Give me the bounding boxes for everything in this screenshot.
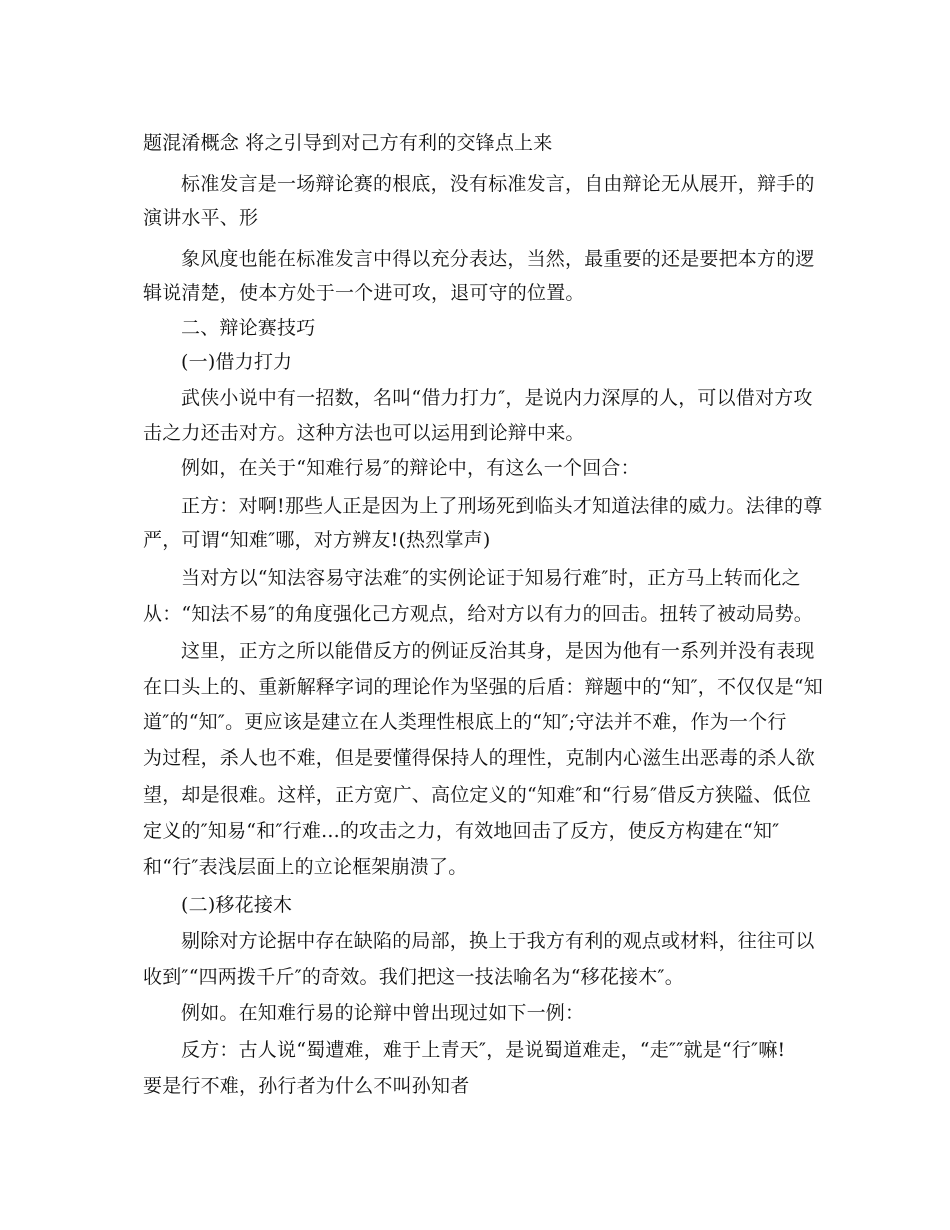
text-line: 标准发言是一场辩论赛的根底，没有标准发言，自由辩论无从展开，辩手的 (181, 173, 815, 195)
text-line: 从：“知法不易″的角度强化己方观点，给对方以有力的回击。扭转了被动局势。 (143, 603, 814, 625)
text-line: 演讲水平、形 (143, 207, 259, 229)
text-line: 定义的″知易“和″行难...的攻击之力，有效地回击了反方，使反方构建在“知″ (143, 820, 780, 842)
subsection-heading: (二)移花接木 (181, 894, 293, 916)
text-line: 例如。在知难行易的论辩中曾出现过如下一例： (181, 1002, 585, 1024)
text-line: 为过程，杀人也不难，但是要懂得保持人的理性，克制内心滋生出恶毒的杀人欲 (143, 747, 816, 769)
text-line: 击之力还击对方。这种方法也可以运用到论辩中来。 (143, 422, 585, 444)
text-line: 例如，在关于“知难行易″的辩论中，有这么一个回合： (181, 457, 640, 479)
text-line: 正方：对啊!那些人正是因为上了刑场死到临头才知道法律的威力。法律的尊 (181, 495, 823, 517)
text-line: 剔除对方论据中存在缺陷的局部，换上于我方有利的观点或材料，往往可以 (181, 930, 815, 952)
text-line: 和“行″表浅层面上的立论框架崩溃了。 (143, 856, 468, 878)
subsection-heading: (一)借力打力 (181, 351, 293, 373)
text-line: 道″的“知″。更应该是建立在人类理性根底上的“知″;守法并不难，作为一个行 (143, 711, 787, 733)
section-heading: 二、辩论赛技巧 (181, 317, 316, 339)
text-line: 严，可谓“知难″哪，对方辨友!(热烈掌声) (143, 529, 491, 551)
text-line: 要是行不难，孙行者为什么不叫孙知者 (143, 1075, 470, 1097)
text-line: 这里，正方之所以能借反方的例证反治其身，是因为他有一系列并没有表现 (181, 640, 815, 662)
text-line: 武侠小说中有一招数，名叫“借力打力″，是说内力深厚的人，可以借对方攻 (181, 387, 813, 409)
text-line: 在口头上的、重新解释字词的理论作为坚强的后盾：辩题中的“知″，不仅仅是“知 (143, 676, 823, 698)
text-line: 收到″“四两拨千斤″的奇效。我们把这一技法喻名为“移花接木″。 (143, 966, 684, 988)
text-line: 辑说清楚，使本方处于一个进可攻，退可守的位置。 (143, 282, 585, 304)
text-line: 望，却是很难。这样，正方宽广、高位定义的“知难″和“行易″借反方狭隘、低位 (143, 784, 812, 806)
text-line: 当对方以“知法容易守法难″的实例论证于知易行难″时，正方马上转而化之 (181, 567, 801, 589)
text-line: 题混淆概念 将之引导到对己方有利的交锋点上来 (143, 132, 553, 154)
text-line: 象风度也能在标准发言中得以充分表达，当然，最重要的还是要把本方的逻 (181, 248, 815, 270)
text-line: 反方：古人说“蜀遭难，难于上青天″，是说蜀道难走，“走″″就是“行″嘛! (181, 1039, 786, 1061)
